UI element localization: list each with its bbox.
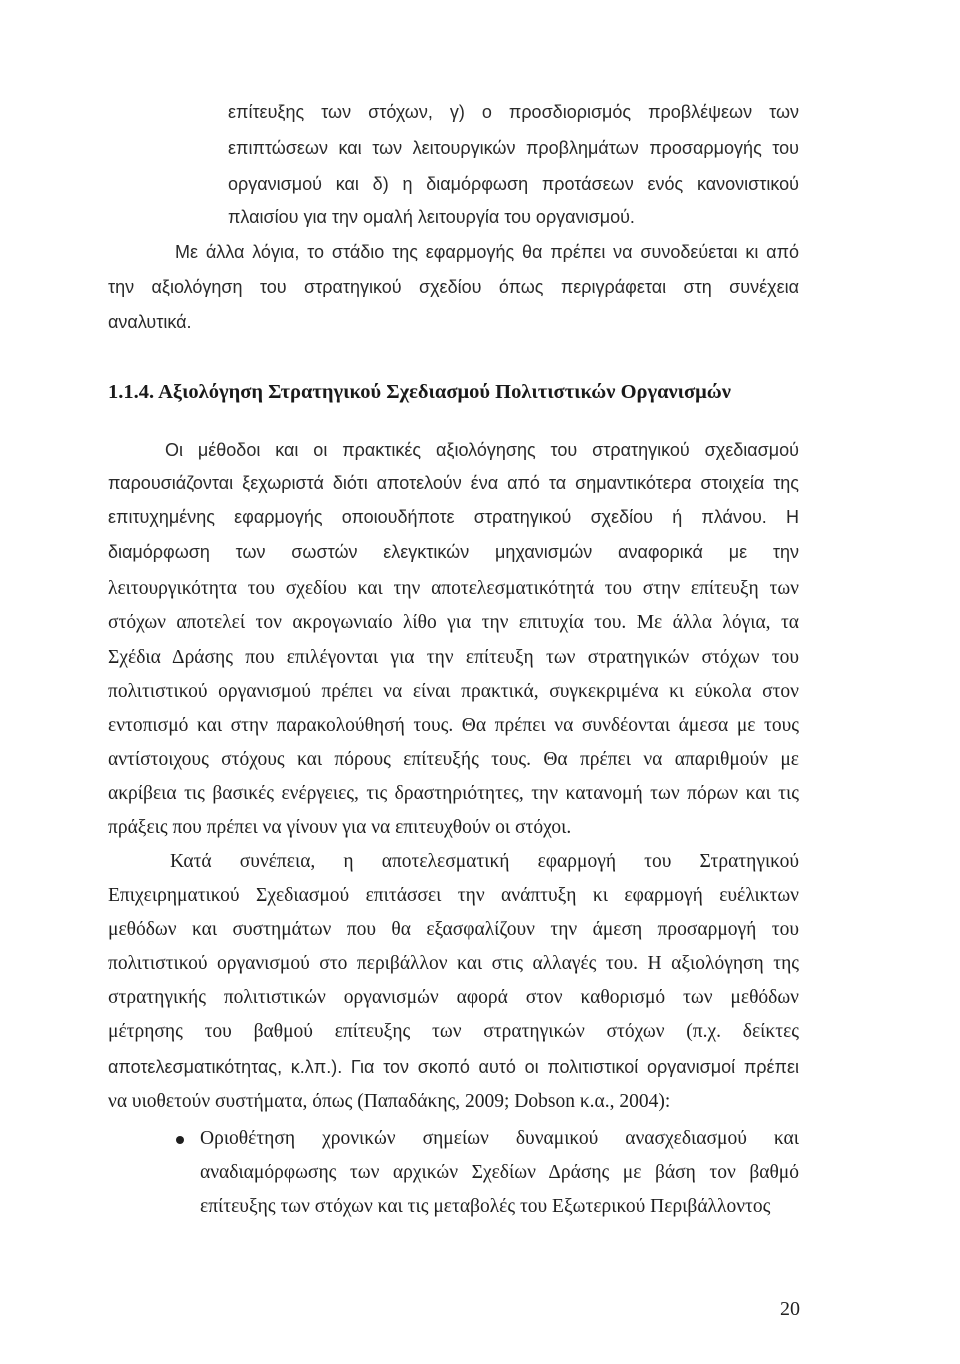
text-line: λειτουργικότητα του σχεδίου και την αποτελεσματικότητά του στην επίτευξη των	[108, 578, 799, 599]
section-number: 1.1.4.	[108, 381, 155, 403]
text-line: μεθόδων και συστημάτων που θα εξασφαλίζουν την άμεση προσαρμογή του	[108, 919, 799, 940]
text-line: να υιοθετούν συστήματα, όπως (Παπαδάκης, 2009; Dobson κ.α., 2004):	[108, 1091, 671, 1112]
text-line: Σχέδια Δράσης που επιλέγονται για την επίτευξη των στρατηγικών στόχων του	[108, 647, 799, 668]
text-line: παρουσιάζονται ξεχωριστά διότι αποτελούν ένα από τα σημαντικότερα στοιχεία της	[108, 473, 799, 493]
text-line: την αξιολόγηση του στρατηγικού σχεδίου όπως περιγράφεται στη συνέχεια	[108, 277, 799, 297]
text-line: επίτευξης των στόχων και τις μεταβολές του Εξωτερικού Περιβάλλοντος	[200, 1196, 771, 1217]
text-line: Με άλλα λόγια, το στάδιο της εφαρμογής θα πρέπει να συνοδεύεται κι από	[175, 242, 799, 262]
text-line: διαμόρφωση των σωστών ελεγκτικών μηχανισμών αναφορικά με την	[108, 542, 799, 562]
text-line: επιτυχημένης εφαρμογής οποιουδήποτε στρατηγικού σχεδίου ή πλάνου. Η	[108, 507, 799, 527]
text-line: Επιχειρηματικού Σχεδιασμού επιτάσσει την ανάπτυξη κι εφαρμογή ευέλικτων	[108, 885, 799, 906]
text-line: επίτευξης των στόχων, γ) ο προσδιορισμός προβλέψεων των	[228, 102, 799, 122]
text-line: στόχων αποτελεί τον ακρογωνιαίο λίθο για την επιτυχία του. Με άλλα λόγια, τα	[108, 612, 799, 633]
section-heading	[108, 380, 731, 404]
bullet-icon	[176, 1136, 184, 1144]
text-line: αναλυτικά.	[108, 312, 192, 332]
text-line: αντίστοιχους στόχους και πόρους επίτευξής τους. Θα πρέπει να απαριθμούν με	[108, 749, 799, 770]
text-line: Οι μέθοδοι και οι πρακτικές αξιολόγησης του στρατηγικού σχεδιασμού	[165, 440, 799, 460]
text-line: επιπτώσεων και των λειτουργικών προβλημάτων προσαρμογής του	[228, 138, 799, 158]
text-line: πολιτιστικού οργανισμού πρέπει να είναι πρακτικά, συγκεκριμένα κι εύκολα στον	[108, 681, 799, 702]
text-line: Οριοθέτηση χρονικών σημείων δυναμικού ανασχεδιασμού και	[200, 1128, 799, 1149]
text-line: πολιτιστικού οργανισμού στο περιβάλλον και στις αλλαγές του. Η αξιολόγηση της	[108, 953, 799, 974]
section-title: Αξιολόγηση Στρατηγικού Σχεδιασμού Πολιτιστικών Οργανισμών	[158, 381, 731, 403]
text-line: πράξεις που πρέπει να γίνουν για να επιτευχθούν οι στόχοι.	[108, 817, 572, 838]
text-line: μέτρησης του βαθμού επίτευξης των στρατηγικών στόχων (π.χ. δείκτες	[108, 1021, 799, 1042]
text-line: Κατά συνέπεια, η αποτελεσματική εφαρμογή του Στρατηγικού	[170, 851, 799, 872]
text-line: ακρίβεια τις βασικές ενέργειες, τις δραστηριότητες, την κατανομή των πόρων και τις	[108, 783, 799, 804]
text-line: πλαισίου για την ομαλή λειτουργία του οργανισμού.	[228, 207, 635, 227]
text-line: εντοπισμό και στην παρακολούθησή τους. Θα πρέπει να συνδέονται άμεσα με τους	[108, 715, 799, 736]
text-line: οργανισμού και δ) η διαμόρφωση προτάσεων ενός κανονιστικού	[228, 174, 799, 194]
page-number: 20	[780, 1298, 800, 1320]
text-line: αποτελεσματικότητας, κ.λπ.). Για τον σκοπό αυτό οι πολιτιστικοί οργανισμοί πρέπει	[108, 1057, 799, 1077]
text-line: στρατηγικής πολιτιστικών οργανισμών αφορά στον καθορισμό των μεθόδων	[108, 987, 799, 1008]
text-line: αναδιαμόρφωσης των αρχικών Σχεδίων Δράσης με βάση τον βαθμό	[200, 1162, 799, 1183]
